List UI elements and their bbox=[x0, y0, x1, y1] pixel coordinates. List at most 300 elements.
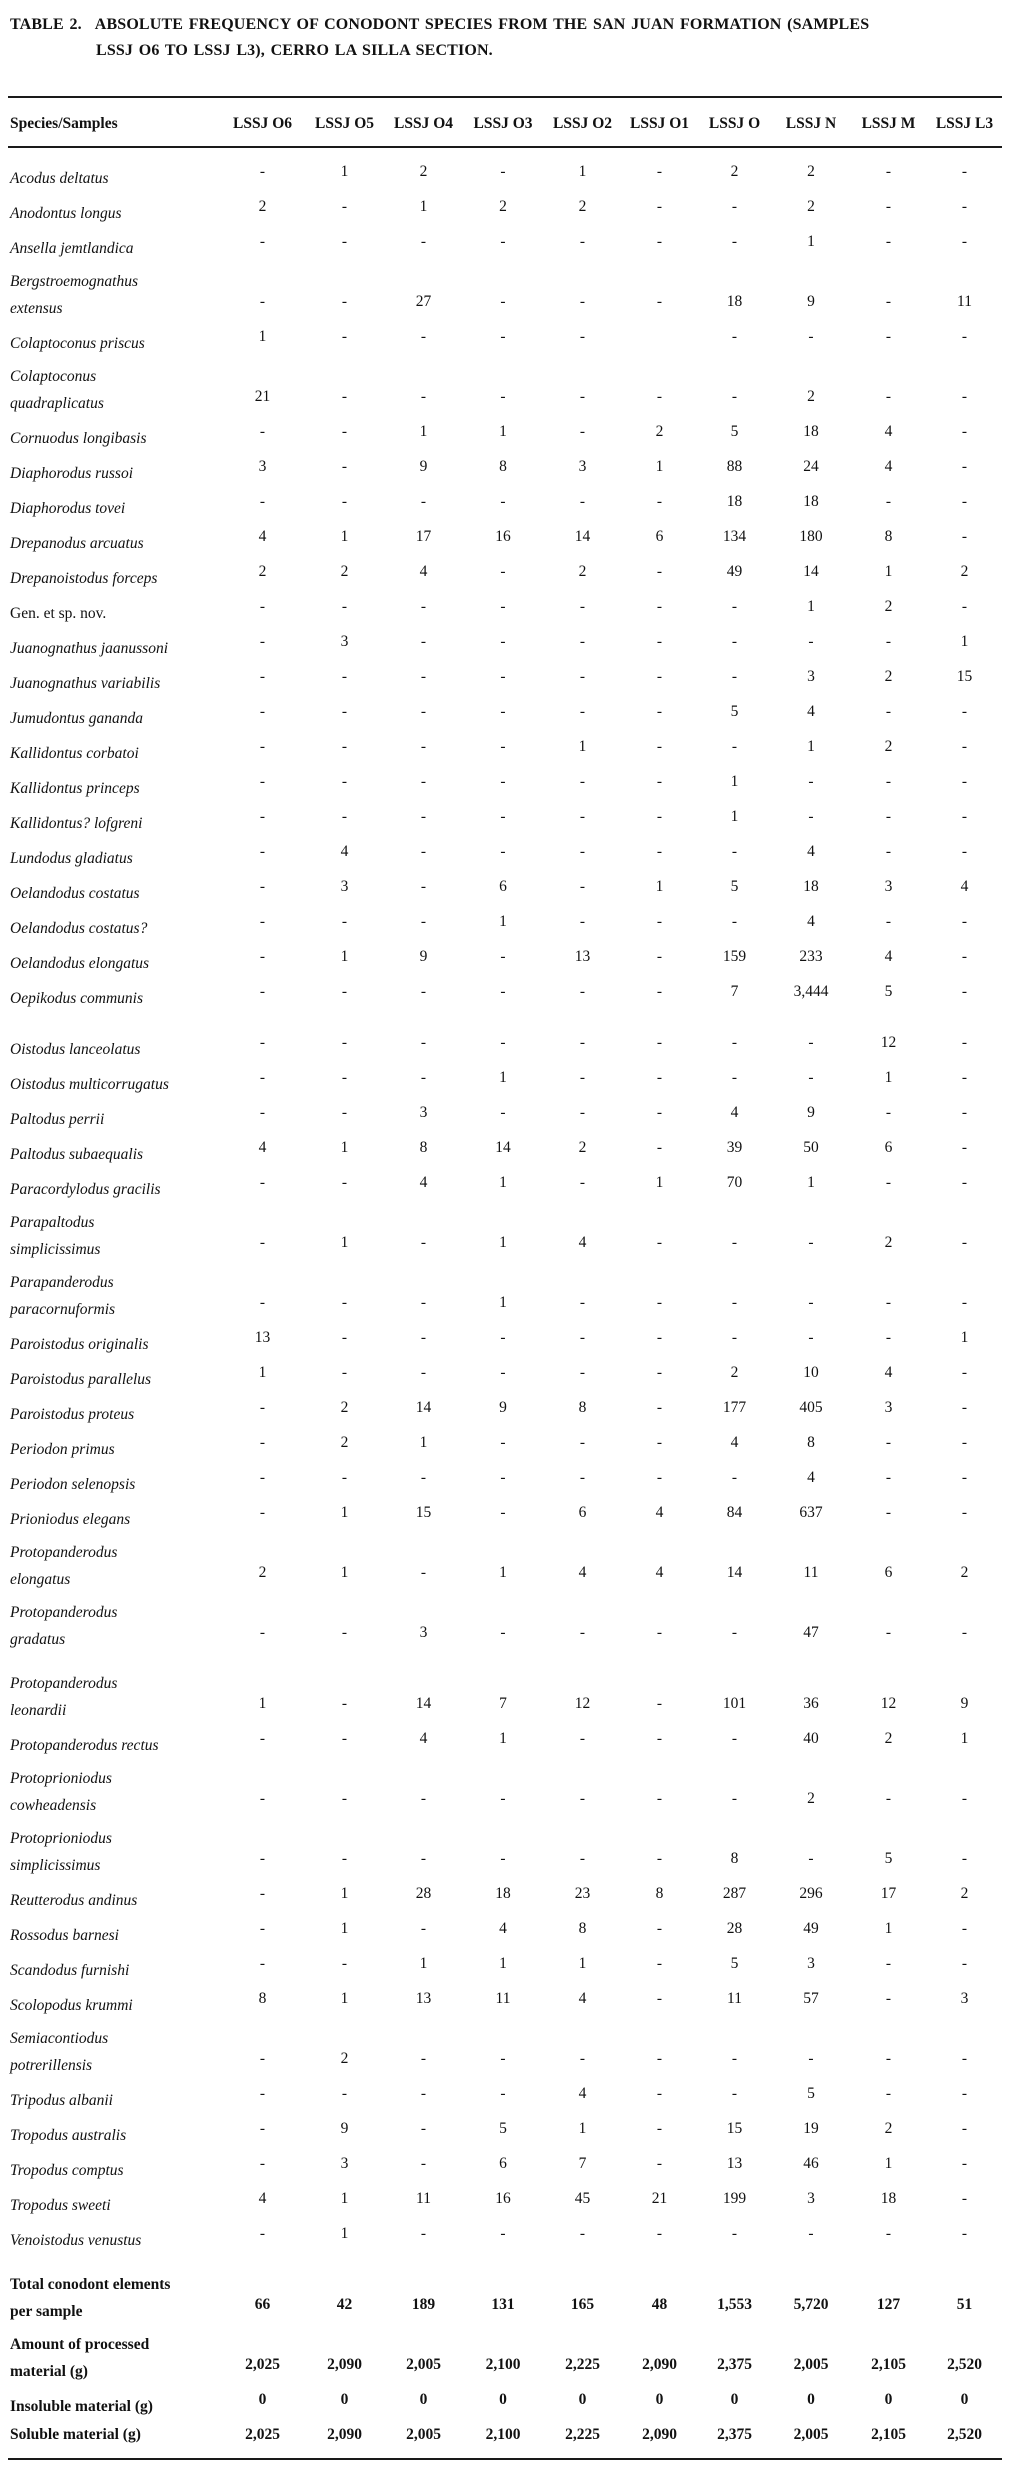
count-cell: 0 bbox=[419, 2390, 428, 2408]
count-cell: 4 bbox=[419, 1729, 428, 1747]
count-cell: - bbox=[259, 422, 266, 440]
count-cell: - bbox=[500, 492, 506, 510]
count-cell: 13 bbox=[415, 1989, 432, 2007]
count-cell: - bbox=[579, 807, 586, 825]
count-cell: 2 bbox=[884, 667, 893, 685]
count-cell: - bbox=[885, 807, 892, 825]
count-cell: 2 bbox=[578, 562, 587, 580]
count-cell: 1 bbox=[340, 1884, 349, 1902]
count-cell: 3 bbox=[960, 1989, 969, 2007]
count-cell: - bbox=[808, 1068, 814, 1086]
count-cell: - bbox=[420, 1563, 427, 1581]
count-cell: 51 bbox=[956, 2295, 973, 2313]
count-cell: 1 bbox=[730, 772, 739, 790]
count-cell: - bbox=[259, 597, 266, 615]
count-cell: - bbox=[500, 842, 506, 860]
count-cell: - bbox=[731, 197, 738, 215]
count-cell: - bbox=[961, 1033, 968, 1051]
count-cell: 1 bbox=[960, 632, 969, 650]
count-cell: 2 bbox=[578, 1138, 587, 1156]
count-cell: - bbox=[579, 1363, 586, 1381]
count-cell: 2,025 bbox=[220, 2421, 305, 2459]
count-cell: - bbox=[961, 2189, 968, 2207]
count-cell: - bbox=[885, 492, 892, 510]
count-cell: - bbox=[961, 737, 968, 755]
count-cell: - bbox=[885, 2224, 892, 2242]
count-cell: 9 bbox=[419, 457, 428, 475]
summary-row bbox=[8, 2326, 1002, 2386]
count-cell: 9 bbox=[499, 1398, 507, 1416]
species-name: Protoprioniodus simplicissimus bbox=[10, 1829, 112, 1874]
count-cell: 0 bbox=[258, 2390, 267, 2408]
count-cell: - bbox=[341, 387, 348, 405]
count-cell: 1 bbox=[340, 1563, 349, 1581]
count-cell: - bbox=[885, 2084, 892, 2102]
count-cell: - bbox=[259, 492, 266, 510]
species-name: Venoistodus venustus bbox=[10, 2231, 142, 2249]
column-header-species: Species/Samples bbox=[8, 97, 220, 147]
count-cell: 8 bbox=[884, 527, 893, 545]
count-cell: - bbox=[961, 1468, 968, 1486]
count-cell: - bbox=[961, 1363, 968, 1381]
count-cell: 7 bbox=[730, 982, 739, 1000]
count-cell: - bbox=[656, 1694, 663, 1712]
count-cell: - bbox=[420, 2049, 427, 2067]
species-name: Oistodus multicorrugatus bbox=[10, 1075, 169, 1093]
count-cell: 1 bbox=[419, 197, 428, 215]
species-name: Juanognathus jaanussoni bbox=[10, 639, 169, 657]
table-title-line2: LSSJ O6 TO LSSJ L3), CERRO LA SILLA SECTION. bbox=[96, 41, 493, 59]
count-cell: 4 bbox=[730, 1103, 739, 1121]
count-cell: 2,005 bbox=[772, 2421, 850, 2459]
count-cell: - bbox=[885, 632, 892, 650]
count-cell: 4 bbox=[419, 1173, 428, 1191]
summary-row bbox=[8, 2386, 1002, 2421]
table-row bbox=[8, 1950, 1002, 1985]
table-row bbox=[8, 1169, 1002, 1204]
count-cell: 1 bbox=[499, 1563, 507, 1581]
count-cell: 5 bbox=[884, 1849, 893, 1867]
count-cell: - bbox=[731, 232, 738, 250]
table-row bbox=[8, 1985, 1002, 2020]
count-cell: - bbox=[259, 232, 266, 250]
count-cell: - bbox=[961, 1503, 968, 1521]
count-cell: 1 bbox=[499, 422, 507, 440]
count-cell: 1 bbox=[499, 1173, 507, 1191]
count-cell: 9 bbox=[340, 2119, 349, 2137]
count-cell: - bbox=[885, 1954, 892, 1972]
count-cell: - bbox=[341, 807, 348, 825]
count-cell: - bbox=[579, 667, 586, 685]
species-name: Oistodus lanceolatus bbox=[10, 1040, 141, 1058]
count-cell: 1 bbox=[340, 2224, 349, 2242]
count-cell: 405 bbox=[799, 1398, 823, 1416]
count-cell: - bbox=[731, 1729, 738, 1747]
table-row bbox=[8, 1760, 1002, 1820]
count-cell: - bbox=[420, 1849, 427, 1867]
count-cell: - bbox=[500, 1468, 506, 1486]
table-row bbox=[8, 803, 1002, 838]
species-name: Gen. et sp. nov. bbox=[10, 604, 107, 622]
count-cell: - bbox=[731, 1328, 738, 1346]
count-cell: 0 bbox=[960, 2390, 969, 2408]
count-cell: 2 bbox=[884, 1233, 893, 1251]
count-cell: 4 bbox=[884, 1363, 893, 1381]
count-cell: 1 bbox=[807, 232, 815, 250]
species-name: Semiacontiodus potrerillensis bbox=[10, 2029, 109, 2074]
count-cell: 1 bbox=[578, 162, 587, 180]
count-cell: 2 bbox=[807, 162, 815, 180]
count-cell: - bbox=[500, 232, 506, 250]
count-cell: - bbox=[656, 1954, 663, 1972]
count-cell: - bbox=[656, 1433, 663, 1451]
count-cell: 9 bbox=[419, 947, 428, 965]
species-name: Kallidontus princeps bbox=[10, 779, 140, 797]
count-cell: - bbox=[259, 1789, 266, 1807]
count-cell: - bbox=[579, 1328, 586, 1346]
count-cell: - bbox=[961, 1919, 968, 1937]
table-row bbox=[8, 908, 1002, 943]
count-cell: 13 bbox=[574, 947, 591, 965]
count-cell: - bbox=[885, 772, 892, 790]
count-cell: 233 bbox=[799, 947, 823, 965]
count-cell: 6 bbox=[499, 877, 507, 895]
count-cell: - bbox=[341, 1623, 348, 1641]
table-row bbox=[8, 1064, 1002, 1099]
count-cell: - bbox=[500, 1849, 506, 1867]
count-cell: - bbox=[579, 1293, 586, 1311]
count-cell: - bbox=[961, 2084, 968, 2102]
count-cell: - bbox=[420, 1363, 427, 1381]
species-name: Cornuodus longibasis bbox=[10, 429, 147, 447]
species-name: Periodon primus bbox=[10, 1440, 115, 1458]
count-cell: - bbox=[259, 2049, 266, 2067]
count-cell: - bbox=[885, 1623, 892, 1641]
count-cell: - bbox=[885, 1789, 892, 1807]
table-row bbox=[8, 978, 1002, 1013]
count-cell: - bbox=[259, 2084, 266, 2102]
count-cell: - bbox=[885, 327, 892, 345]
count-cell: - bbox=[579, 982, 586, 1000]
count-cell: 4 bbox=[258, 1138, 267, 1156]
count-cell: - bbox=[259, 1623, 266, 1641]
count-cell: - bbox=[656, 1623, 663, 1641]
column-header-sample: LSSJ O6 bbox=[220, 97, 305, 147]
column-header-sample: LSSJ O1 bbox=[622, 97, 697, 147]
count-cell: - bbox=[656, 1468, 663, 1486]
species-name: Oepikodus communis bbox=[10, 989, 144, 1007]
count-cell: 15 bbox=[726, 2119, 743, 2137]
count-cell: 18 bbox=[803, 877, 819, 895]
count-cell: - bbox=[656, 772, 663, 790]
table-row bbox=[8, 873, 1002, 908]
count-cell: - bbox=[656, 632, 663, 650]
count-cell: 1 bbox=[960, 1328, 969, 1346]
species-name: Protopanderodus rectus bbox=[10, 1736, 159, 1754]
column-header-sample: LSSJ O5 bbox=[305, 97, 384, 147]
count-cell: - bbox=[579, 632, 586, 650]
species-name: Juanognathus variabilis bbox=[10, 674, 161, 692]
count-cell: - bbox=[259, 702, 266, 720]
count-cell: 2 bbox=[655, 422, 664, 440]
count-cell: - bbox=[656, 702, 663, 720]
count-cell: 0 bbox=[340, 2390, 349, 2408]
count-cell: 45 bbox=[574, 2189, 591, 2207]
count-cell: - bbox=[731, 912, 738, 930]
table-row bbox=[8, 1534, 1002, 1594]
table-row bbox=[8, 2185, 1002, 2220]
count-cell: 8 bbox=[730, 1849, 739, 1867]
count-cell: 3 bbox=[258, 457, 267, 475]
count-cell: 12 bbox=[880, 1694, 897, 1712]
count-cell: 6 bbox=[578, 1503, 587, 1521]
count-cell: - bbox=[259, 2154, 266, 2172]
table-row bbox=[8, 358, 1002, 418]
count-cell: 47 bbox=[803, 1623, 819, 1641]
count-cell: 296 bbox=[799, 1884, 823, 1902]
count-cell: 4 bbox=[730, 1433, 739, 1451]
count-cell: - bbox=[500, 1033, 506, 1051]
table-title-line1: ABSOLUTE FREQUENCY OF CONODONT SPECIES FROM THE SAN JUAN FORMATION (SAMPLES bbox=[94, 16, 870, 33]
count-cell: - bbox=[656, 387, 663, 405]
count-cell: - bbox=[961, 2119, 968, 2137]
count-cell: 4 bbox=[807, 1468, 815, 1486]
count-cell: - bbox=[341, 737, 348, 755]
count-cell: - bbox=[259, 772, 266, 790]
count-cell: - bbox=[961, 912, 968, 930]
count-cell: 19 bbox=[803, 2119, 819, 2137]
count-cell: - bbox=[731, 1293, 738, 1311]
count-cell: 2,090 bbox=[305, 2421, 384, 2459]
table-row bbox=[8, 1429, 1002, 1464]
count-cell: - bbox=[961, 387, 968, 405]
count-cell: - bbox=[500, 292, 506, 310]
table-row bbox=[8, 698, 1002, 733]
count-cell: 4 bbox=[807, 912, 815, 930]
count-cell: 49 bbox=[803, 1919, 819, 1937]
count-cell: 2,105 bbox=[850, 2421, 927, 2459]
count-cell: 2,225 bbox=[543, 2421, 622, 2459]
count-cell: - bbox=[420, 1468, 427, 1486]
count-cell: 1 bbox=[499, 1233, 507, 1251]
count-cell: - bbox=[420, 1033, 427, 1051]
count-cell: - bbox=[961, 1849, 968, 1867]
count-cell: 2 bbox=[884, 2119, 893, 2137]
count-cell: 1 bbox=[578, 1954, 587, 1972]
count-cell: 3 bbox=[340, 2154, 349, 2172]
count-cell: 57 bbox=[803, 1989, 819, 2007]
count-cell: 2,100 bbox=[463, 2421, 543, 2459]
count-cell: 1 bbox=[499, 1293, 507, 1311]
count-cell: - bbox=[885, 1103, 892, 1121]
count-cell: 18 bbox=[726, 492, 743, 510]
count-cell: - bbox=[420, 2119, 427, 2137]
count-cell: 2 bbox=[419, 162, 428, 180]
table-row bbox=[8, 1394, 1002, 1429]
count-cell: - bbox=[731, 1623, 738, 1641]
count-cell: 6 bbox=[655, 527, 664, 545]
count-cell: 1 bbox=[258, 1363, 267, 1381]
count-cell: - bbox=[579, 1623, 586, 1641]
count-cell: 36 bbox=[803, 1694, 819, 1712]
count-cell: 1,553 bbox=[717, 2295, 752, 2313]
count-cell: 2 bbox=[730, 1363, 739, 1381]
count-cell: 1 bbox=[419, 1954, 428, 1972]
count-cell: 1 bbox=[884, 562, 893, 580]
count-cell: - bbox=[579, 422, 586, 440]
count-cell: 5 bbox=[807, 2084, 815, 2102]
count-cell: 11 bbox=[727, 1989, 742, 2007]
count-cell: - bbox=[656, 232, 663, 250]
table-row bbox=[8, 1594, 1002, 1654]
count-cell: 3 bbox=[807, 1954, 815, 1972]
count-cell: - bbox=[656, 492, 663, 510]
count-cell: - bbox=[961, 2154, 968, 2172]
count-cell: - bbox=[656, 667, 663, 685]
count-cell: - bbox=[656, 1233, 663, 1251]
count-cell: 2 bbox=[807, 197, 815, 215]
count-cell: - bbox=[579, 232, 586, 250]
count-cell: 4 bbox=[807, 702, 815, 720]
count-cell: - bbox=[420, 982, 427, 1000]
count-cell: - bbox=[420, 597, 427, 615]
count-cell: 2,100 bbox=[485, 2355, 521, 2373]
count-cell: 46 bbox=[803, 2154, 819, 2172]
count-cell: 12 bbox=[574, 1694, 591, 1712]
count-cell: - bbox=[341, 292, 348, 310]
count-cell: 1 bbox=[499, 1729, 507, 1747]
count-cell: 23 bbox=[574, 1884, 591, 1902]
count-cell: - bbox=[961, 1398, 968, 1416]
count-cell: 4 bbox=[655, 1563, 664, 1581]
count-cell: 1 bbox=[655, 877, 664, 895]
count-cell: - bbox=[259, 982, 266, 1000]
table-row bbox=[8, 558, 1002, 593]
count-cell: - bbox=[579, 2224, 586, 2242]
count-cell: 14 bbox=[726, 1563, 743, 1581]
column-header-sample: LSSJ O bbox=[697, 97, 772, 147]
table-header-row bbox=[8, 97, 1002, 147]
count-cell: 17 bbox=[880, 1884, 897, 1902]
count-cell: 8 bbox=[578, 1919, 587, 1937]
count-cell: - bbox=[341, 1328, 348, 1346]
species-name: Oelandodus elongatus bbox=[10, 954, 150, 972]
count-cell: - bbox=[341, 197, 348, 215]
summary-label: Soluble material (g) bbox=[8, 2421, 220, 2459]
count-cell: - bbox=[341, 1468, 348, 1486]
count-cell: - bbox=[656, 1398, 663, 1416]
count-cell: 18 bbox=[803, 422, 819, 440]
count-cell: 14 bbox=[495, 1138, 511, 1156]
count-cell: - bbox=[656, 2154, 663, 2172]
count-cell: 2,005 bbox=[406, 2355, 441, 2373]
count-cell: 2 bbox=[578, 197, 587, 215]
count-cell: - bbox=[579, 1173, 586, 1191]
count-cell: 8 bbox=[419, 1138, 428, 1156]
count-cell: - bbox=[731, 2084, 738, 2102]
count-cell: 287 bbox=[722, 1884, 747, 1902]
count-cell: - bbox=[259, 1033, 266, 1051]
count-cell: - bbox=[961, 947, 968, 965]
count-cell: - bbox=[500, 982, 506, 1000]
table-row bbox=[8, 488, 1002, 523]
species-name: Parapaltodus simplicissimus bbox=[10, 1213, 101, 1258]
count-cell: - bbox=[808, 2049, 814, 2067]
count-cell: - bbox=[731, 1068, 738, 1086]
count-cell: - bbox=[731, 842, 738, 860]
table-row bbox=[8, 1499, 1002, 1534]
count-cell: - bbox=[341, 492, 348, 510]
column-header-sample: LSSJ M bbox=[850, 97, 927, 147]
count-cell: - bbox=[885, 1293, 892, 1311]
count-cell: 1 bbox=[340, 2189, 349, 2207]
count-cell: - bbox=[961, 197, 968, 215]
count-cell: 4 bbox=[807, 842, 815, 860]
count-cell: 189 bbox=[411, 2295, 436, 2313]
count-cell: 4 bbox=[578, 2084, 587, 2102]
count-cell: 127 bbox=[876, 2295, 901, 2313]
species-name: Protopanderodus elongatus bbox=[10, 1543, 118, 1588]
count-cell: 134 bbox=[722, 527, 747, 545]
count-cell: 1 bbox=[884, 2154, 893, 2172]
count-cell: 1 bbox=[258, 327, 267, 345]
count-cell: - bbox=[579, 492, 586, 510]
count-cell: - bbox=[656, 807, 663, 825]
count-cell: 0 bbox=[578, 2390, 587, 2408]
count-cell: - bbox=[731, 737, 738, 755]
count-cell: - bbox=[656, 947, 663, 965]
count-cell: - bbox=[420, 2224, 427, 2242]
count-cell: 1 bbox=[340, 947, 349, 965]
count-cell: - bbox=[259, 1884, 266, 1902]
column-header-sample: LSSJ O3 bbox=[463, 97, 543, 147]
count-cell: - bbox=[420, 877, 427, 895]
count-cell: 14 bbox=[415, 1398, 432, 1416]
table-row bbox=[8, 1324, 1002, 1359]
count-cell: 1 bbox=[807, 597, 815, 615]
table-row bbox=[8, 1099, 1002, 1134]
count-cell: 3 bbox=[884, 877, 893, 895]
count-cell: 13 bbox=[254, 1328, 271, 1346]
count-cell: 10 bbox=[803, 1363, 819, 1381]
count-cell: - bbox=[808, 632, 814, 650]
table-row bbox=[8, 2115, 1002, 2150]
species-name: Paltodus perrii bbox=[10, 1110, 105, 1128]
table-row bbox=[8, 838, 1002, 873]
table-row bbox=[8, 1915, 1002, 1950]
count-cell: - bbox=[731, 2224, 738, 2242]
table-row bbox=[8, 523, 1002, 558]
count-cell: - bbox=[341, 982, 348, 1000]
count-cell: - bbox=[259, 632, 266, 650]
count-cell: - bbox=[259, 1173, 266, 1191]
count-cell: - bbox=[656, 1138, 663, 1156]
count-cell: - bbox=[808, 807, 814, 825]
count-cell: - bbox=[961, 232, 968, 250]
count-cell: - bbox=[259, 1954, 266, 1972]
count-cell: 11 bbox=[495, 1989, 511, 2007]
count-cell: - bbox=[961, 597, 968, 615]
count-cell: 0 bbox=[655, 2390, 664, 2408]
count-cell: - bbox=[656, 982, 663, 1000]
count-cell: 66 bbox=[254, 2295, 271, 2313]
count-cell: - bbox=[341, 1363, 348, 1381]
count-cell: - bbox=[808, 772, 814, 790]
count-cell: - bbox=[259, 2119, 266, 2137]
count-cell: - bbox=[500, 1503, 506, 1521]
count-cell: - bbox=[500, 2049, 506, 2067]
count-cell: - bbox=[961, 1138, 968, 1156]
